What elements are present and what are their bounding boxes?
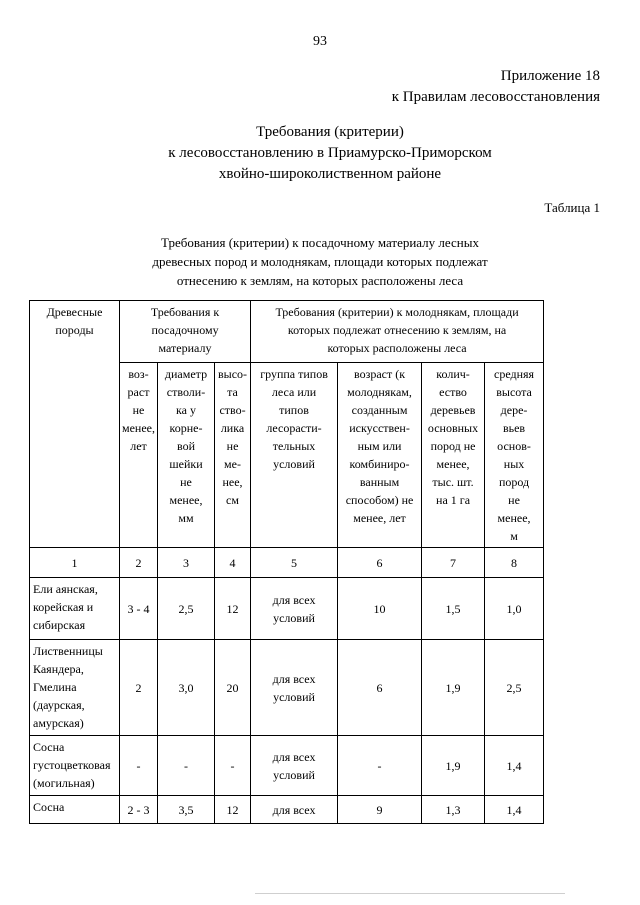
caption-line-1: Требования (критерии) к посадочному материалу лесных xyxy=(161,235,479,250)
column-number-row xyxy=(30,548,544,578)
header-young-age: возраст (к молоднякам, созданным искусствен- ным или комбиниро- ванным способом) не менее, лет xyxy=(338,363,422,548)
species-name: Сосна густоцветковая (могильная) xyxy=(30,736,120,796)
title-line-3: хвойно-широколиственном районе xyxy=(218,166,442,182)
cell-height: 12 xyxy=(215,796,251,824)
cell-tree-count: 1,9 xyxy=(422,736,485,796)
table-caption xyxy=(110,233,530,290)
appendix-line-2: к Правилам лесовосстановления xyxy=(391,89,600,105)
cell-young-age: 10 xyxy=(338,578,422,640)
document-title xyxy=(60,122,600,185)
caption-line-2: древесных пород и молоднякам, площади которых подлежат xyxy=(152,254,488,269)
cell-tree-count: 1,3 xyxy=(422,796,485,824)
cell-height: 12 xyxy=(215,578,251,640)
table-row xyxy=(30,796,544,824)
cell-diameter: 2,5 xyxy=(158,578,215,640)
header-young-stands: Требования (критерии) к молоднякам, площади которых подлежат отнесению к землям, на которых расположены леса xyxy=(251,301,544,363)
cell-age: 2 - 3 xyxy=(120,796,158,824)
cell-height: 20 xyxy=(215,640,251,736)
cell-age: - xyxy=(120,736,158,796)
header-avg-height: средняя высота дере- вьев основ- ных пород не менее, м xyxy=(485,363,544,548)
table-row xyxy=(30,736,544,796)
cell-height: - xyxy=(215,736,251,796)
column-number: 5 xyxy=(251,548,338,578)
cell-diameter: 3,5 xyxy=(158,796,215,824)
table-row xyxy=(30,578,544,640)
column-number: 8 xyxy=(485,548,544,578)
scan-edge-line xyxy=(255,893,565,894)
header-diameter: диаметр стволи- ка у корне- вой шейки не менее, мм xyxy=(158,363,215,548)
appendix-line-1: Приложение 18 xyxy=(500,68,600,84)
column-number: 7 xyxy=(422,548,485,578)
header-age: воз- раст не менее, лет xyxy=(120,363,158,548)
table-label: Таблица 1 xyxy=(544,200,600,215)
column-number: 1 xyxy=(30,548,120,578)
cell-forest-types: для всех xyxy=(251,796,338,824)
cell-avg-height: 1,4 xyxy=(485,736,544,796)
cell-tree-count: 1,5 xyxy=(422,578,485,640)
cell-age: 3 - 4 xyxy=(120,578,158,640)
requirements-table xyxy=(29,300,544,824)
cell-age: 2 xyxy=(120,640,158,736)
column-number: 4 xyxy=(215,548,251,578)
cell-forest-types: для всех условий xyxy=(251,578,338,640)
column-number: 6 xyxy=(338,548,422,578)
cell-avg-height: 1,0 xyxy=(485,578,544,640)
title-line-1: Требования (критерии) xyxy=(256,124,404,140)
title-line-2: к лесовосстановлению в Приамурско-Приморском xyxy=(168,145,492,161)
cell-forest-types: для всех условий xyxy=(251,736,338,796)
cell-avg-height: 1,4 xyxy=(485,796,544,824)
cell-young-age: - xyxy=(338,736,422,796)
header-forest-types: группа типов леса или типов лесорасти- тельных условий xyxy=(251,363,338,548)
cell-young-age: 6 xyxy=(338,640,422,736)
cell-young-age: 9 xyxy=(338,796,422,824)
column-number: 3 xyxy=(158,548,215,578)
species-name: Лиственницы Каяндера, Гмелина (даурская, амурская) xyxy=(30,640,120,736)
cell-forest-types: для всех условий xyxy=(251,640,338,736)
header-species: Древесные породы xyxy=(30,301,120,548)
species-name: Ели аянская, корейская и сибирская xyxy=(30,578,120,640)
cell-tree-count: 1,9 xyxy=(422,640,485,736)
cell-diameter: - xyxy=(158,736,215,796)
caption-line-3: отнесению к землям, на которых расположены леса xyxy=(176,273,464,288)
column-number: 2 xyxy=(120,548,158,578)
species-name: Сосна xyxy=(30,796,120,824)
header-planting-material: Требования к посадочному материалу xyxy=(120,301,251,363)
page-number: 93 xyxy=(313,34,327,49)
header-height: высо- та ство- лика не ме- нее, см xyxy=(215,363,251,548)
cell-diameter: 3,0 xyxy=(158,640,215,736)
appendix-heading xyxy=(392,66,600,108)
header-tree-count: колич- ество деревьев основных пород не менее, тыс. шт. на 1 га xyxy=(422,363,485,548)
cell-avg-height: 2,5 xyxy=(485,640,544,736)
table-row xyxy=(30,640,544,736)
